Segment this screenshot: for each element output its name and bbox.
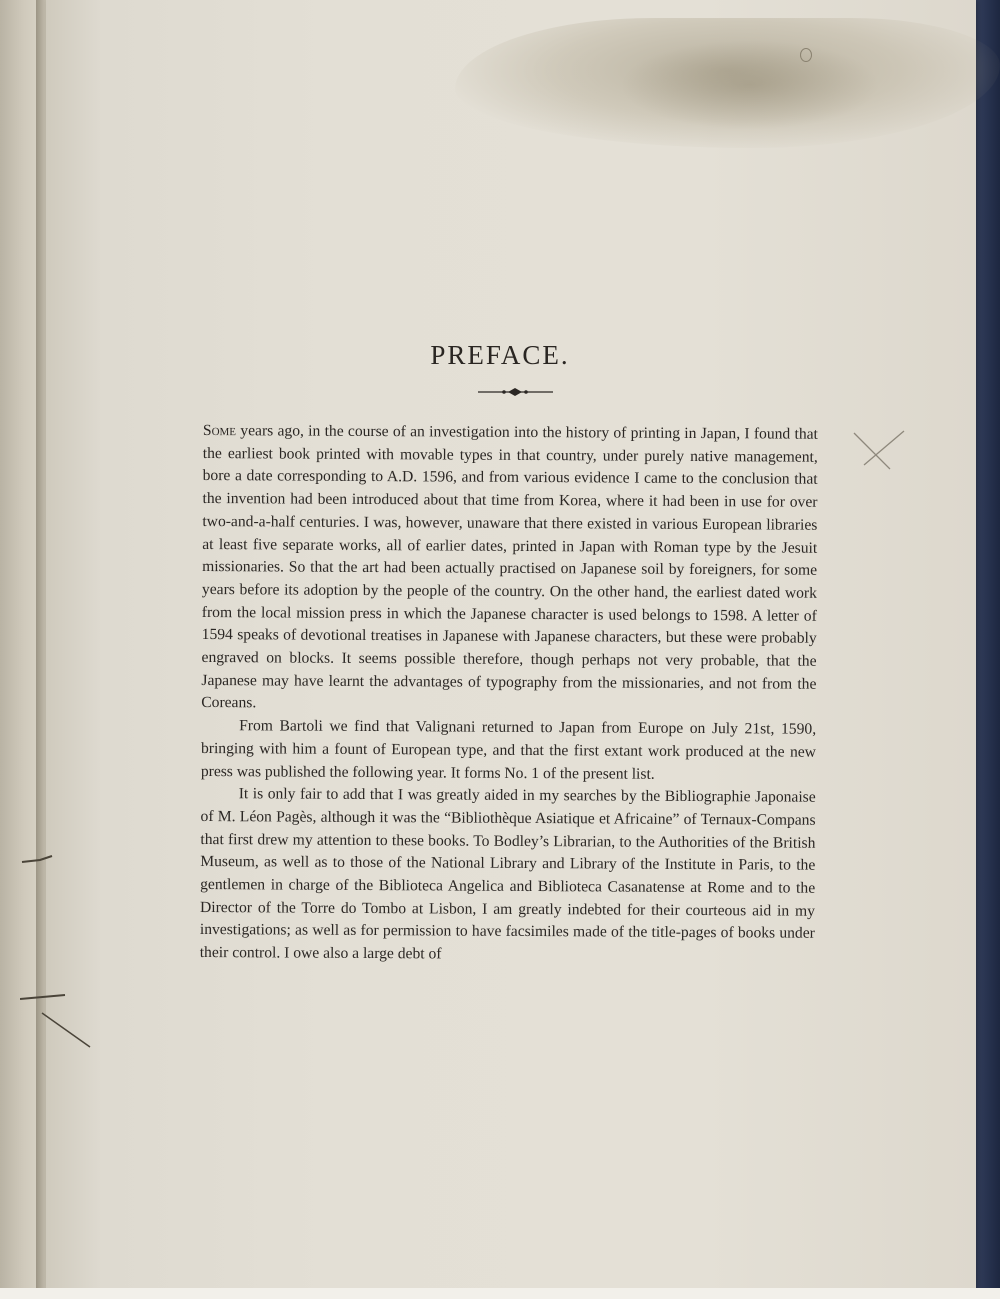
water-stain-dark	[620, 40, 880, 130]
paragraph-lead: Some	[202, 421, 237, 440]
title-ornament	[478, 385, 553, 399]
paper-nick	[800, 48, 812, 62]
paragraph-text: From Bartoli we find that Valignani returned to Japan from Europe on July 21st, 1590, bringing with him a fount of European type, and that the first extant work produced at the new press was published the following year. It forms No. 1 of the present list.	[200, 717, 817, 783]
pencil-x-mark	[850, 425, 910, 475]
preface-body	[200, 420, 818, 969]
paragraph-3	[200, 783, 816, 968]
paragraph-2	[201, 715, 816, 787]
paragraph-text: It is only fair to add that I was greatly aided in my searches by the Bibliographie Japonaise of M. Léon Pagès, although it was the “Bibliothèque Asiatique et Africaine” of Ternaux-Compans that first drew my attention to these books. To Bodley’s Librarian, to the Authorities of the British Museum, as well as to those of the National Library and Library of the Institute in Paris, to the gentlemen in charge of the Biblioteca Angelica and Biblioteca Casanatense at Rome and to the Director of the Torre do Tombo at Lisbon, I am greatly indebted for their courteous aid in my investigations; as well as for permission to have facsimiles made of the title-pages of books under their control. I owe also a large debt of	[199, 785, 816, 963]
paragraph-text: years ago, in the course of an investigation into the history of printing in Japan, I found that the earliest book printed with movable types in that country, under purely native management, bore a date corresponding to A.D. 1596, and from various evidence I came to the conclusion that the invention had been introduced about that time from Korea, where it had been in use for over two-and-a-half centuries. I was, however, unaware that there existed in various European libraries at least five separate works, all of earlier dates, printed in Japan with Roman type by the Jesuit missionaries. So that the art had been actually practised on Japanese soil by foreigners, for some years before its adoption by the people of the country. On the other hand, the earliest dated work from the local mission press in which the Japanese character is used belongs to 1598. A letter of 1594 speaks of devotional treatises in Japanese with Japanese characters, but these were probably engraved on blocks. It seems possible therefore, though perhaps not very probable, that the Japanese may have learnt the advantages of typography from the missionaries, and not from the Coreans.	[201, 422, 818, 712]
edge-tear-mark	[20, 850, 60, 870]
page-bottom-edge	[0, 1288, 1000, 1299]
edge-crease-mark	[20, 985, 100, 1055]
page-title: PREFACE.	[430, 340, 570, 370]
paragraph-1	[201, 420, 818, 719]
